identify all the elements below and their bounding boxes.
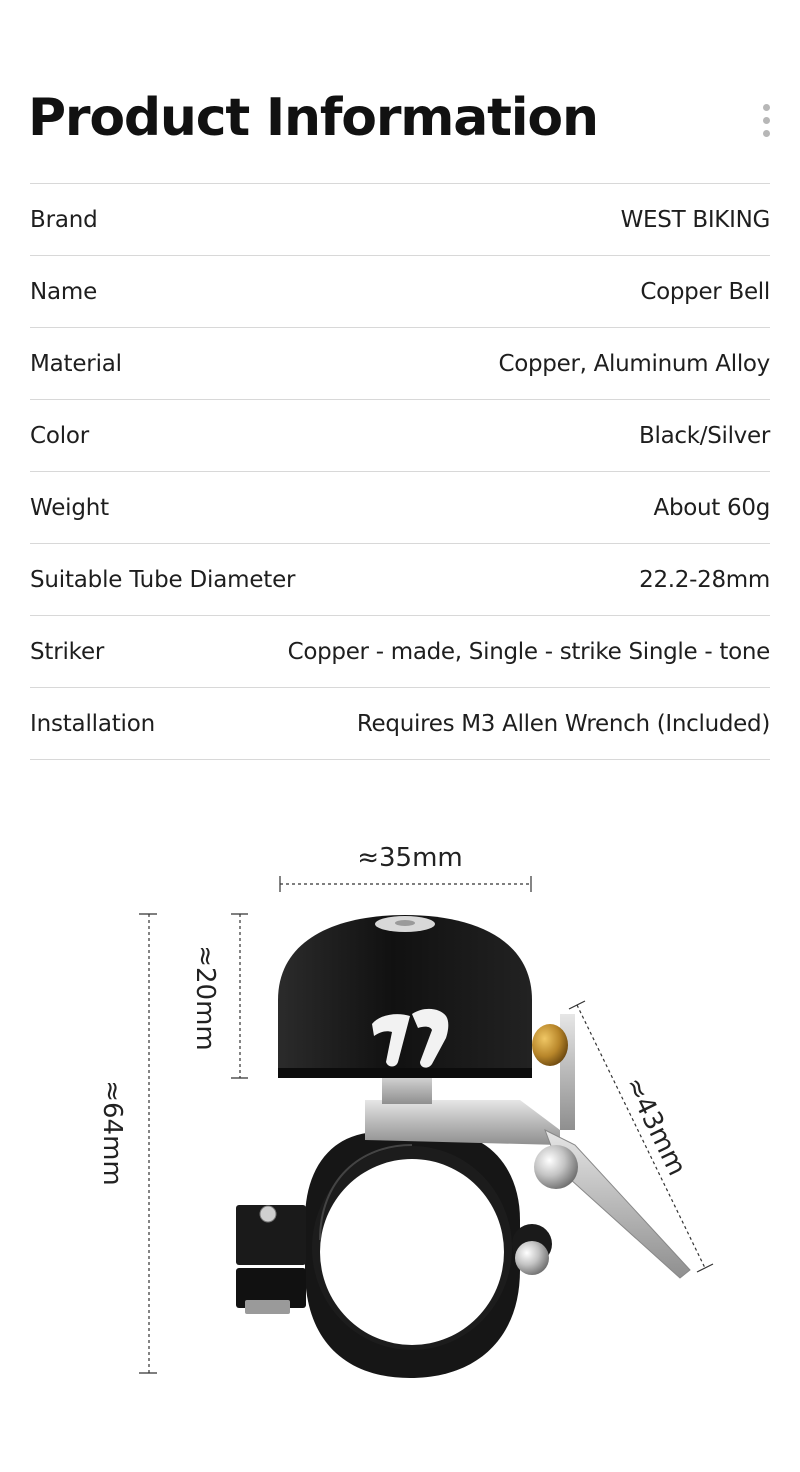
product-dimension-diagram	[0, 800, 800, 1440]
spec-value: Copper - made, Single - strike Single - tone	[287, 638, 770, 665]
width-dimension	[280, 843, 531, 892]
spec-label: Brand	[30, 206, 98, 233]
spec-label: Striker	[30, 638, 105, 665]
lever-length-label: ≈43mm	[618, 1072, 692, 1181]
spec-table	[30, 183, 770, 760]
spec-row-name	[30, 256, 770, 328]
spec-value: Black/Silver	[639, 422, 770, 449]
width-label: ≈35mm	[357, 843, 463, 873]
bike-bell-illustration	[236, 915, 690, 1378]
total-height-dimension	[97, 914, 157, 1373]
spec-value: Copper, Aluminum Alloy	[498, 350, 770, 377]
spec-value: Copper Bell	[640, 278, 770, 305]
spec-value: About 60g	[653, 494, 770, 521]
spec-row-weight	[30, 472, 770, 544]
spec-label: Color	[30, 422, 90, 449]
spec-value: 22.2-28mm	[639, 566, 770, 593]
spec-row-material	[30, 328, 770, 400]
page-title: Product Information	[28, 88, 598, 148]
spec-row-brand	[30, 184, 770, 256]
spec-row-striker	[30, 616, 770, 688]
spec-label: Suitable Tube Diameter	[30, 566, 296, 593]
bell-height-label: ≈20mm	[190, 945, 220, 1051]
total-height-label: ≈64mm	[97, 1080, 127, 1186]
spec-label: Weight	[30, 494, 109, 521]
spec-row-tube-diameter	[30, 544, 770, 616]
spec-row-color	[30, 400, 770, 472]
spec-value: Requires M3 Allen Wrench (Included)	[356, 710, 770, 737]
spec-row-installation	[30, 688, 770, 760]
spec-label: Material	[30, 350, 122, 377]
spec-label: Installation	[30, 710, 155, 737]
spec-label: Name	[30, 278, 98, 305]
more-options-icon[interactable]	[760, 104, 772, 144]
bell-height-dimension	[190, 914, 248, 1078]
spec-value: WEST BIKING	[620, 206, 770, 233]
